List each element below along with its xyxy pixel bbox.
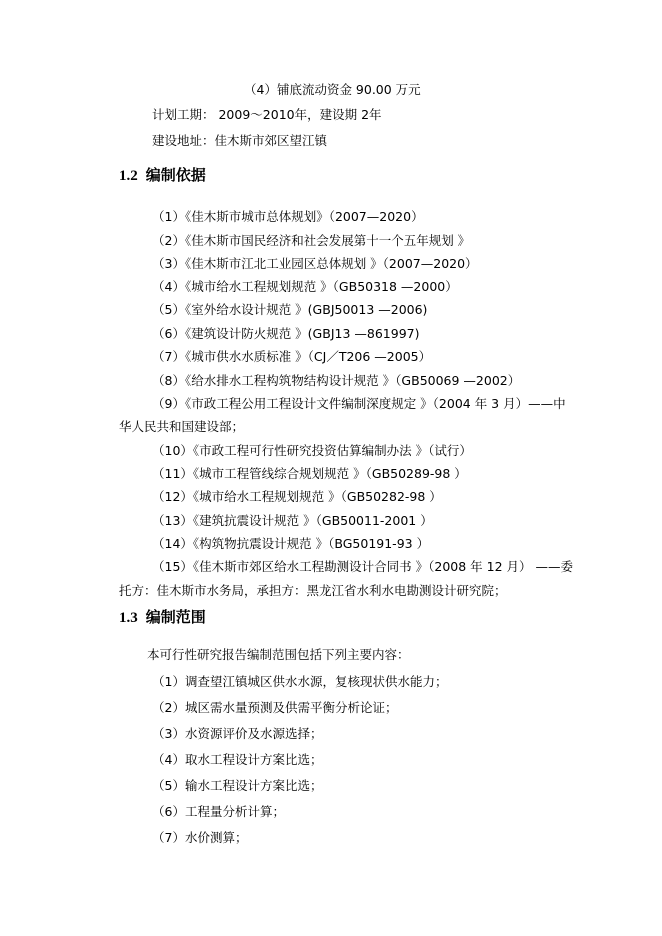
list-item: （1）《佳木斯市城市总体规划》（2007—2020） xyxy=(152,209,424,224)
section-number: 1.2 xyxy=(119,168,138,184)
list-item-continuation: 托方：佳木斯市水务局，承担方：黑龙江省水利水电勘测设计研究院； xyxy=(119,583,507,598)
list-item: （2）《佳木斯市国民经济和社会发展第十一个五年规划 》 xyxy=(152,233,471,248)
section-title: 编制依据 xyxy=(145,166,206,184)
list-item: （13）《建筑抗震设计规范 》（GB50011-2001 ） xyxy=(152,513,433,528)
list-item: （14）《构筑物抗震设计规范 》（BG50191-93 ） xyxy=(152,536,430,551)
list-item: （8）《给水排水工程构筑物结构设计规范 》（GB50069 —2002） xyxy=(152,373,521,388)
list-item: （10）《市政工程可行性研究投资估算编制办法 》（试行） xyxy=(152,443,472,458)
list-item: （6）工程量分析计算； xyxy=(152,804,285,819)
list-item: （5）输水工程设计方案比选； xyxy=(152,778,323,793)
list-item: （15）《佳木斯市郊区给水工程勘测设计合同书 》（2008 年 12 月） ——委 xyxy=(152,559,573,574)
section-title: 编制范围 xyxy=(145,608,206,626)
list-item: （7）《城市供水水质标准 》（CJ／T206 —2005） xyxy=(152,349,432,364)
list-item-continuation: 华人民共和国建设部； xyxy=(119,419,245,434)
list-item: （2）城区需水量预测及供需平衡分析论证； xyxy=(152,700,398,715)
section-1-3-heading xyxy=(119,607,206,628)
location-line: 建设地址：佳木斯市郊区望江镇 xyxy=(152,133,328,148)
list-item: （4）《城市给水工程规划规范 》（GB50318 —2000） xyxy=(152,279,458,294)
list-item: （9）《市政工程公用工程设计文件编制深度规定 》（2004 年 3 月）——中 xyxy=(152,396,566,411)
list-item: （6）《建筑设计防火规范 》(GBJ13 —861997) xyxy=(152,326,420,341)
list-item: （3）水资源评价及水源选择； xyxy=(152,726,323,741)
list-item: （11）《城市工程管线综合规划规范 》（GB50289-98 ） xyxy=(152,466,467,481)
list-item: （12）《城市给水工程规划规范 》（GB50282-98 ） xyxy=(152,489,442,504)
section-number: 1.3 xyxy=(119,610,138,626)
list-item: （1）调查望江镇城区供水水源，复核现状供水能力； xyxy=(152,674,448,689)
list-item: （4）取水工程设计方案比选； xyxy=(152,752,323,767)
list-item: （7）水价测算； xyxy=(152,830,248,845)
schedule-line: 计划工期： 2009～2010年，建设期 2年 xyxy=(152,107,382,122)
scope-intro: 本可行性研究报告编制范围包括下列主要内容： xyxy=(147,647,410,662)
fund-line: （4）铺底流动资金 90.00 万元 xyxy=(244,82,421,97)
section-1-2-heading xyxy=(119,165,206,186)
list-item: （5）《室外给水设计规范 》(GBJ50013 —2006) xyxy=(152,302,428,317)
list-item: （3）《佳木斯市江北工业园区总体规划 》（2007—2020） xyxy=(152,256,478,271)
